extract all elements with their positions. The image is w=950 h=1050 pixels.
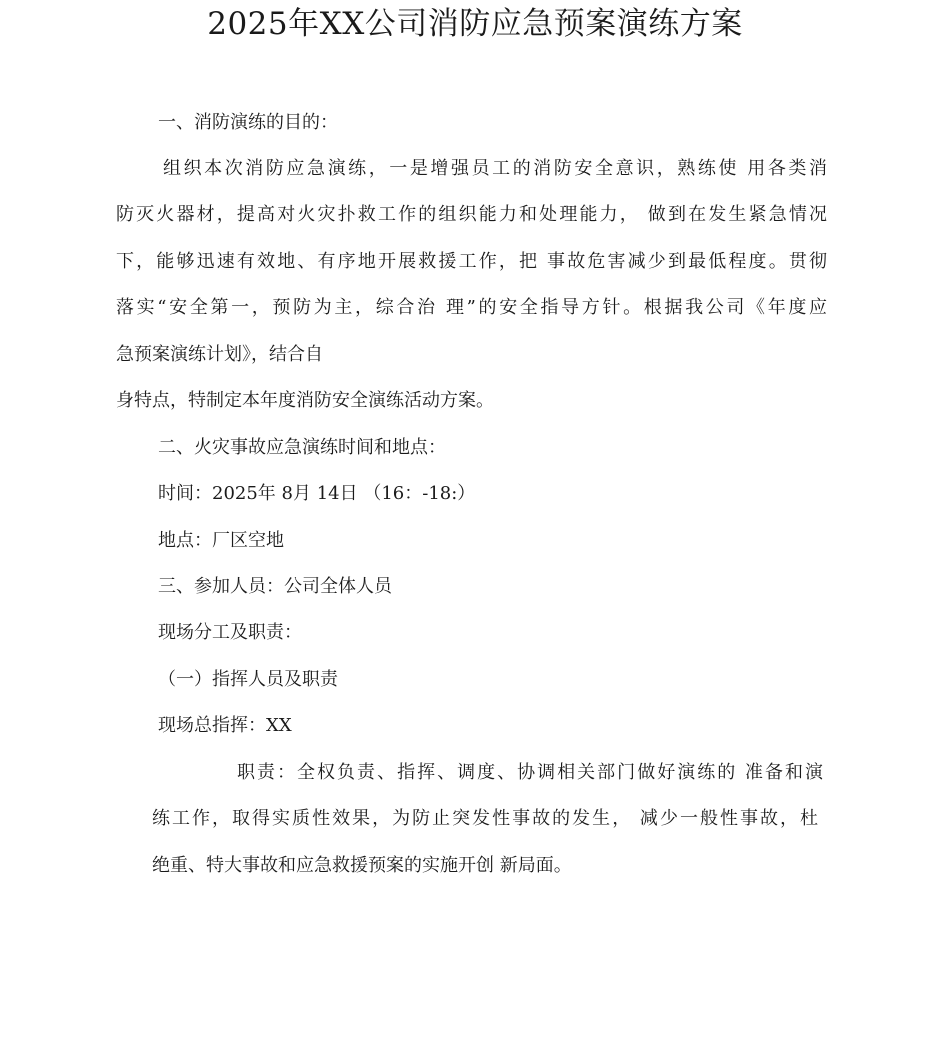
document-title: 2025年XX公司消防应急预案演练方案 bbox=[207, 6, 743, 42]
paragraph-line: 防灭火器材，提高对火灾扑救工作的组织能力和处理能力， 做到在发生紧急情况 bbox=[116, 204, 827, 225]
duties-heading: 现场分工及职责： bbox=[158, 622, 302, 643]
drill-time: 时间：2025年 8月 14日 （16：-18:） bbox=[158, 483, 476, 504]
section3-heading: 三、参加人员：公司全体人员 bbox=[158, 576, 392, 597]
paragraph-line: 组织本次消防应急演练，一是增强员工的消防安全意识，熟练使 用各类消 bbox=[163, 158, 827, 179]
paragraph-line: 落实“安全第一，预防为主，综合治 理”的安全指导方针。根据我公司《年度应 bbox=[116, 297, 827, 318]
commander-line: 现场总指挥：XX bbox=[158, 715, 292, 736]
duty-line: 练工作，取得实质性效果，为防止突发性事故的发生， 减少一般性事故，杜 bbox=[152, 808, 818, 829]
subsection1-heading: （一）指挥人员及职责 bbox=[158, 669, 338, 690]
duty-line: 职责：全权负责、指挥、调度、协调相关部门做好演练的 准备和演 bbox=[237, 762, 823, 783]
paragraph-line: 急预案演练计划》，结合自 bbox=[116, 344, 323, 365]
drill-location: 地点：厂区空地 bbox=[158, 530, 284, 551]
duty-line: 绝重、特大事故和应急救援预案的实施开创 新局面。 bbox=[152, 855, 572, 876]
paragraph-line: 下，能够迅速有效地、有序地开展救援工作，把 事故危害减少到最低程度。贯彻 bbox=[116, 251, 827, 272]
section1-heading: 一、消防演练的目的： bbox=[158, 112, 338, 133]
paragraph-line: 身特点，特制定本年度消防安全演练活动方案。 bbox=[116, 390, 494, 411]
section2-heading: 二、火灾事故应急演练时间和地点： bbox=[158, 437, 446, 458]
